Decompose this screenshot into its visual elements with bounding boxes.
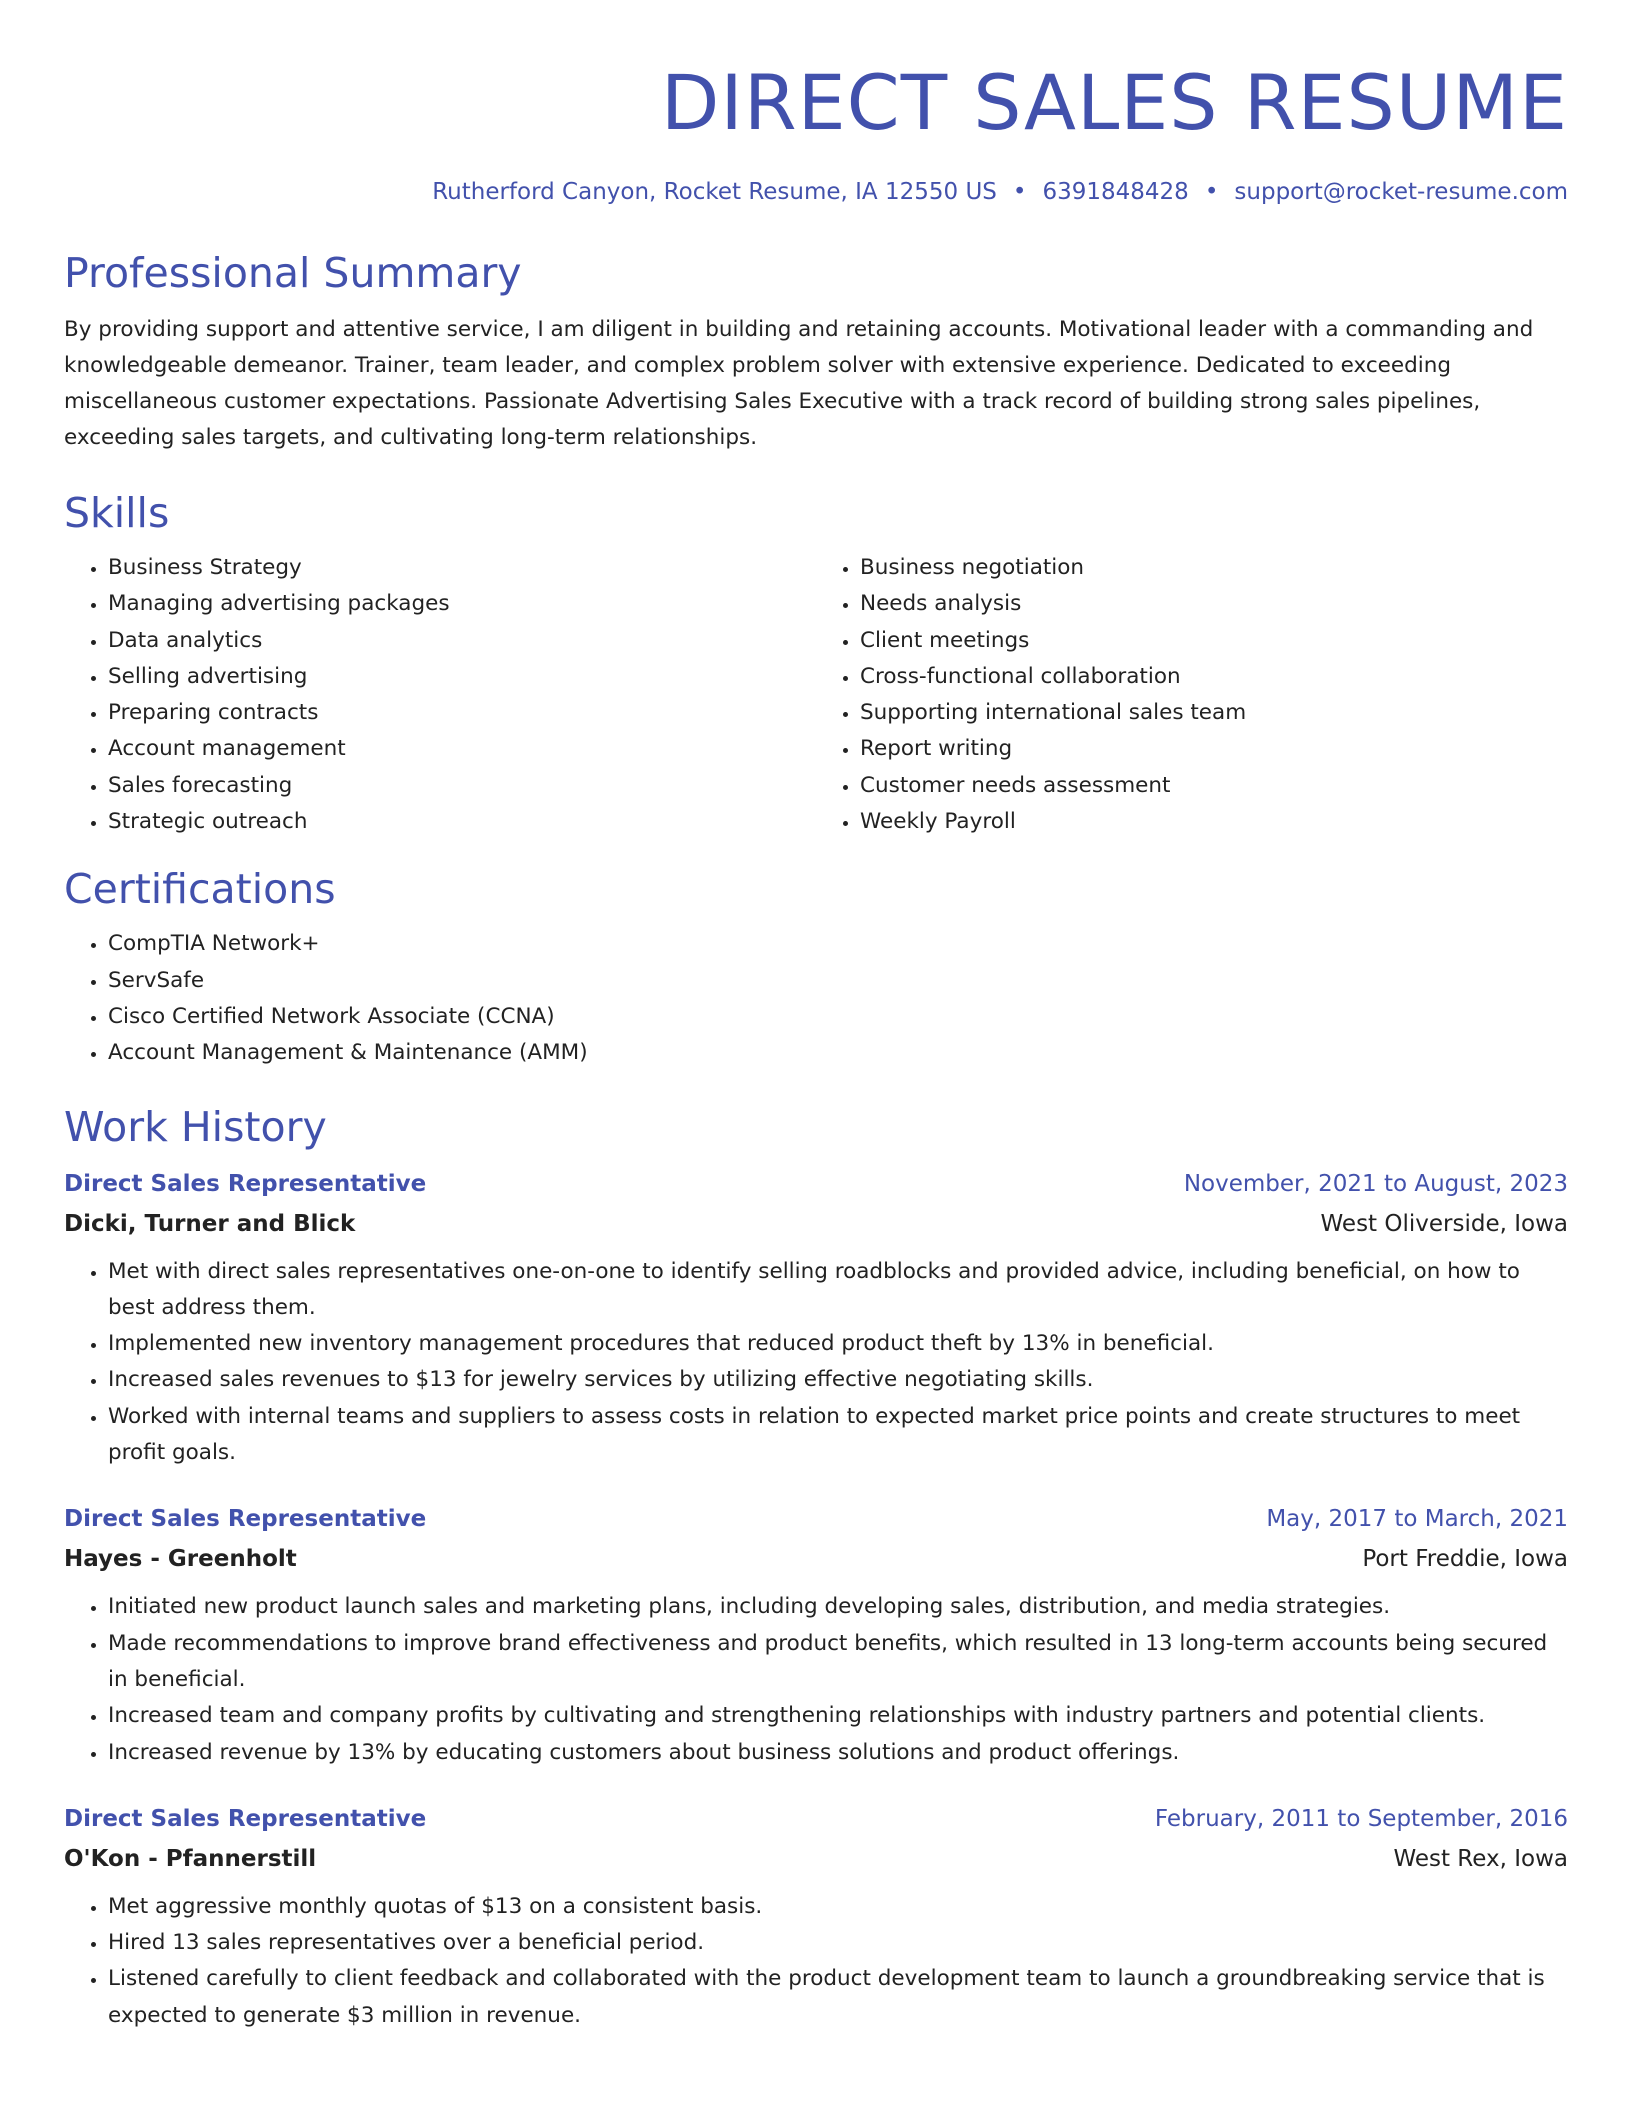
job-duties [64, 1254, 1568, 1472]
skills-column-right [816, 550, 1568, 840]
skill-item: • Cross-functional collaboration [860, 659, 1568, 695]
job-entry [64, 1499, 1568, 1770]
certification-item: • Cisco Certified Network Associate (CCNA) [108, 999, 1568, 1035]
certifications-list [64, 926, 1568, 1071]
job-duties [64, 1589, 1568, 1770]
skill-item: • Needs analysis [860, 586, 1568, 622]
contact-phone: 6391848428 [1042, 179, 1189, 205]
job-location: Port Freddie, Iowa [1362, 1546, 1568, 1573]
skills-heading: Skills [64, 489, 170, 537]
skill-item: • Preparing contracts [108, 695, 816, 731]
skill-item: • Client meetings [860, 623, 1568, 659]
job-title: Direct Sales Representative [64, 1805, 427, 1832]
work-history-heading: Work History [64, 1102, 327, 1151]
contact-separator: • [1204, 179, 1219, 205]
skill-item: • Business Strategy [108, 550, 816, 586]
job-title: Direct Sales Representative [64, 1170, 427, 1197]
job-company: Dicki, Turner and Blick [64, 1210, 356, 1237]
duty-item: • Made recommendations to improve brand effectiveness and product benefits, which resulted in 13 long-term accounts being secured in beneficial. [108, 1626, 1568, 1699]
duty-item: • Initiated new product launch sales and marketing plans, including developing sales, distribution, and media strategies. [108, 1589, 1568, 1625]
job-dates: May, 2017 to March, 2021 [1266, 1506, 1568, 1533]
duty-item: • Increased revenue by 13% by educating customers about business solutions and product offerings. [108, 1735, 1568, 1771]
skill-item: • Report writing [860, 731, 1568, 767]
job-location: West Oliverside, Iowa [1320, 1210, 1568, 1237]
certification-item: • ServSafe [108, 963, 1568, 999]
duty-item: • Increased team and company profits by cultivating and strengthening relationships with industry partners and potential clients. [108, 1698, 1568, 1734]
skill-item: • Selling advertising [108, 659, 816, 695]
duty-item: • Met with direct sales representatives one-on-one to identify selling roadblocks and provided advice, including beneficial, on how to best address them. [108, 1254, 1568, 1327]
skills-column-left [64, 550, 816, 840]
job-title: Direct Sales Representative [64, 1506, 427, 1533]
skill-item: • Customer needs assessment [860, 768, 1568, 804]
job-entry [64, 1799, 1568, 2034]
certifications-heading: Certifications [64, 865, 336, 914]
job-company: Hayes - Greenholt [64, 1546, 297, 1573]
skill-item: • Sales forecasting [108, 768, 816, 804]
duty-item: • Increased sales revenues to $13 for jewelry services by utilizing effective negotiating skills. [108, 1362, 1568, 1398]
duty-item: • Listened carefully to client feedback and collaborated with the product development team to launch a groundbreaking service that is expected to generate $3 million in revenue. [108, 1961, 1568, 2034]
duty-item: • Hired 13 sales representatives over a beneficial period. [108, 1925, 1568, 1961]
contact-line [64, 176, 1568, 208]
contact-email: support@rocket-resume.com [1234, 179, 1568, 205]
duty-item: • Implemented new inventory management procedures that reduced product theft by 13% in beneficial. [108, 1326, 1568, 1362]
job-location: West Rex, Iowa [1393, 1845, 1568, 1872]
skill-item: • Weekly Payroll [860, 804, 1568, 840]
skill-item: • Business negotiation [860, 550, 1568, 586]
contact-separator: • [1012, 179, 1027, 205]
resume-title: DIRECT SALES RESUME [660, 58, 1568, 147]
job-entry [64, 1164, 1568, 1472]
certification-item: • CompTIA Network+ [108, 926, 1568, 962]
certification-item: • Account Management & Maintenance (AMM) [108, 1035, 1568, 1071]
skill-item: • Account management [108, 731, 816, 767]
job-dates: February, 2011 to September, 2016 [1154, 1805, 1568, 1832]
summary-heading: Professional Summary [64, 249, 522, 297]
job-duties [64, 1889, 1568, 2034]
contact-address: Rutherford Canyon, Rocket Resume, IA 12550 US [432, 179, 997, 205]
job-company: O'Kon - Pfannerstill [64, 1845, 317, 1872]
skill-item: • Managing advertising packages [108, 586, 816, 622]
skill-item: • Supporting international sales team [860, 695, 1568, 731]
skill-item: • Strategic outreach [108, 804, 816, 840]
summary-text: By providing support and attentive service, I am diligent in building and retaining accounts. Motivational leader with a commanding and knowledgeable demeanor. Trainer, team leader, and complex problem solver with extensive experience. Dedicated to exceeding miscellaneous customer expectations. Passionate Advertising Sales Executive with a track record of building strong sales pipelines, exceeding sales targets, and cultivating long-term relationships. [64, 317, 1534, 450]
duty-item: • Worked with internal teams and suppliers to assess costs in relation to expected market price points and create structures to meet profit goals. [108, 1399, 1568, 1472]
duty-item: • Met aggressive monthly quotas of $13 on a consistent basis. [108, 1889, 1568, 1925]
skills-list [64, 550, 1568, 840]
job-dates: November, 2021 to August, 2023 [1183, 1170, 1568, 1197]
skill-item: • Data analytics [108, 623, 816, 659]
